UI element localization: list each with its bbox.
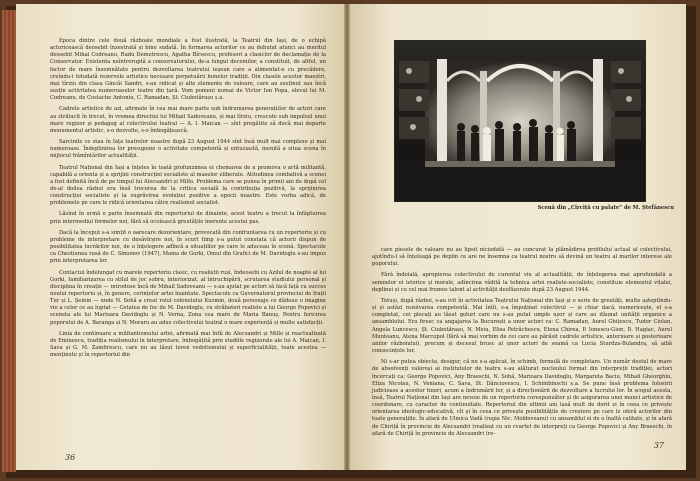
- right-paragraph-3: Totuși, după război, s-au ivit în activitatea Teatrului Național din Iași și o serie de greutăți, multe așteptîndu-și și astăzi rezolvarea competentă. Mai întîi, s-a împuținat colectivul — și chiar dacă, numericește, el s-a completat, cei plecați au lăsat goluri care nu s-au putut umple ușor și care au dăunat unității organice a ansamblului. Era firesc ca angajarea la București a unor actori ca: C. Ramadan, Aurel Ghițescu, Tudor Ciolan, Angela Luncescu, Șt. Ciubotărașu, N. Meiu, Elisa Petrăchescu, Elena Chirea, P. Ionescu-Gion, D. Hagiac, Aurel Munteanu, Atena Marcopol (fără să mai vorbim de cei care au părăsit cadrele artistice, anterioare și posterioare anilor războiului), precum și decesul brusc al unor actori de seamă ca Lucia Sturdza-Bulandra, să aibă consecințele lor.: [372, 297, 672, 355]
- left-paragraph-8: Linia de continuare a militantismului artei, afirmată mai întîi de Alecsandri și Millo și reactualizată de Eminescu, tradiția realismului în interpretare, îmbogățită prin studiile regizorale ale lui A. Maican, I. Sava și G. M. Zamfirescu, care nu au lăsut teren vedetismului și superficialității, toate acestea — menținute și în repertoriul din: [50, 330, 326, 359]
- right-page-number: 37: [653, 441, 664, 450]
- stage-photo: [394, 40, 646, 202]
- left-paragraph-7: Contactul îndelungat cu marele repertoriu clasic, cu realiștii ruși, îndeosebi cu Azilul de noapte al lui Gorki, familiarizarea cu stilul de joc sobru, interiorizat, al întruchipării, scrutarea studiului personal și disciplina în creație — introduse încă de Mihail Sadoveanu — s-au ajutat pe actori să facă față cu succes noului repertoriu și, în genere, cerințelor artei înaintate. Spectacole ca Guvernatorul provinciei de frații Tur și L. Șeinin — unde N. Sohă a creat rolul colonelului Kuzmin, două personaje ce dădeau o imagine vie a celor ce au luptat — Cetatea de foc de M. Davidoglu, cu străbateri realiste a lui George Popovici și sceneta ale lui Marioara Davidoglu și N. Verna, Zona cea mare de Maria Banuș, Pentru fericirea poporului de A. Baranga și N. Moraru au adus colectivului teatral o mare experiență și multe satisfacții.: [50, 269, 326, 326]
- left-paragraph-1: Epoca dintre cele două războaie mondiale a fost ilustrată, la Teatrul din Iași, de o echipă actoricească deosebit înzestrată și bine sudată. În formarea actorilor ce au debutat atunci au meritul deosebit Mihai Codreanu, Radu Demetrescu, Agatha Bîrsescu, profesori a clasiclor de declamație de la Conservator. Existenta neîntreruptă a conservatorului, de-a lungul deceniilor, a constituit, de altfel, un factor de mare însemnătate pentru dezvoltarea teatrului ieșean care a alimentat-o cu precădere, creîndu-i totodată rezervele artistice necesare perpetuării bunelor tradiții. Din clasele acestor maeștri, mai tîrziu din clasa Gincăi Sandri, s-au ridicat și alte elemente de valoare, care au susținut sau încă susțin activitatea numeroaselor teatre din țară. Vom pomeni numai de Victor Ion Popa, elevul lui M. Codreanu, de Costache Antoniu, C. Ramadan, Șt. Ciubotărașu ș.a.: [50, 38, 326, 102]
- left-paragraph-2: Cadrele artistice de azi, afirmate în cea mai mare parte sub îndrumarea generațiilor de actori care au strălucit în trecut, în vremea directiei lui Mihail Sadoveanu, și mai tîrziu, crescute sub impulsul unui mare regizor și pedagog al colectivului teatral — A. I. Maican — sînt pregătite să ducă mai departe monumentul artistic, s-o dezvolte, s-o îmbogățească.: [50, 106, 326, 134]
- left-page-body: [50, 38, 326, 454]
- right-page-body: [372, 247, 672, 457]
- right-page: [350, 4, 686, 470]
- left-paragraph-3: Sarcinile ce stau în fața teatrelor noastre după 23 August 1944 sînt însă mult mai complexe și mai numeroase. Îndeplinirea lor presupune o activitate competentă și entuziastă, menită a situa scena în mijlocul frămîntărilor actualității.: [50, 139, 326, 160]
- left-page-number: 36: [65, 453, 76, 462]
- right-paragraph-4: Ni s-ar putea obiecta, desigur, că nu s-a aplicat, în schimb, formulă de completare. Un număr destul de mare de absolvenți valoroși ai institutelor de teatru s-au alăturat nucleului format din interpreții tradiției, actori încercați ca: George Popovici, Any Braeschi, N. Sohă, Marioara Davidoglu, Margareta Baciu, Mihail Gheorghiu, Eliza Nicolau, N. Veniana, C. Sava, St. Dănciovescu, I. Schimbinschi ș.a. Se pune însă problema folosirii judicioase a acestor tineri, acum a îndrumării lor, și a direcționării de dezvoltare a lucrului lor. În scopul acesta, însă, Teatrul Național din Iași are nevoie de un repertoriu corespunzător și de asigurarea unei munci artistice de coordonare, cu caracter de continuitate. Repertoriul din ultimii ani lasă mult de dorit și în ceea ce privește orientarea ideologic-educativă, cît și în ceea ce privește posibilitățile de creștere pe care le oferă actorilor din toate generațiile. În afară de Ulmica Vadă (regia Nic. Moldoveanu) cu ansamblul ei de o înaltă calitate, și în afară de Chiriță în provincie de Alecsandri (realizat cu un cvartet de interpreți ca George Popovici și Any Braeschi, în afară de Chiriță în provincie de Alecsandri (re-: [372, 359, 672, 437]
- book-edge: [2, 10, 16, 472]
- right-paragraph-1: care piesele de valoare nu au lipsit niciodată — au concurat la plămădirea profilului actual al colectivului, ajutîndu-l să înțeleagă pe deplin ce are ne însemna ca teatrul nostru să devină un teatru al marilor interese ale poporului.: [372, 247, 672, 268]
- right-paragraph-2: Fără îndoială, apropierea colectivului de curentul viu al actualității, de înțelegerea mai aprofundată a semnelor ei istorice și morale, adîncirea vădită la tehnica artei realiste-socialiste, constituie elementul vitalei, deplinei și cu cel mai frumos talent al activității desfășurate după 23 August 1944.: [372, 272, 672, 293]
- left-paragraph-4: Teatrul Național din Iași a înțeles în toată profunzimea ei chemarea de a promova o artă militantă, capabilă a orienta și a sprijini construcției socialiste al maselor eliberate. Atitudinea combativă a scenei a fost definită încă de pe timpul lui Alecsandri și Millo. Problema care se punea în primii ani de după cel de-al doilea război era însă trecerea de la critica socială la contribuția pozitivă, la sprijinirea construcției socialiste și la zugrăvirea evoluției pozitive a epocii noastre. Este vorba adică, de problemele pe care le ridică orientarea către realismul socialist.: [50, 164, 326, 207]
- left-paragraph-5: Lăsînd în urmă o parte însemnată din repertoriul de dinainte, acest teatru a trecut la înfăptuirea prin intermediul formelor noi, fără să ocolească greutățile inerente acestui pas.: [50, 211, 326, 225]
- photo-caption: Scenă din „Cîrciță cu palate” de M. Ștefănescu: [537, 205, 674, 211]
- left-page: [16, 4, 344, 470]
- stage-photo-image: [395, 41, 645, 201]
- left-paragraph-6: Dacă la început s-a simțit o oarecare dezorientare, provocată din confruntarea cu un repertoriu și cu probleme de interpretare cu desăvîrșire noi, în scurt timp s-a putut constata că actorii dispun de posibilitatea lucrărilor noi, de o înțelegere adîncă a situațiilor pe care le aduceau în scenă. Spectacole ca Chestiunea rusă de C. Simonov (1947), Mama de Gorki, Omul din Grafici de M. Davidoglu s-au impus prin interpretarea lor.: [50, 229, 326, 265]
